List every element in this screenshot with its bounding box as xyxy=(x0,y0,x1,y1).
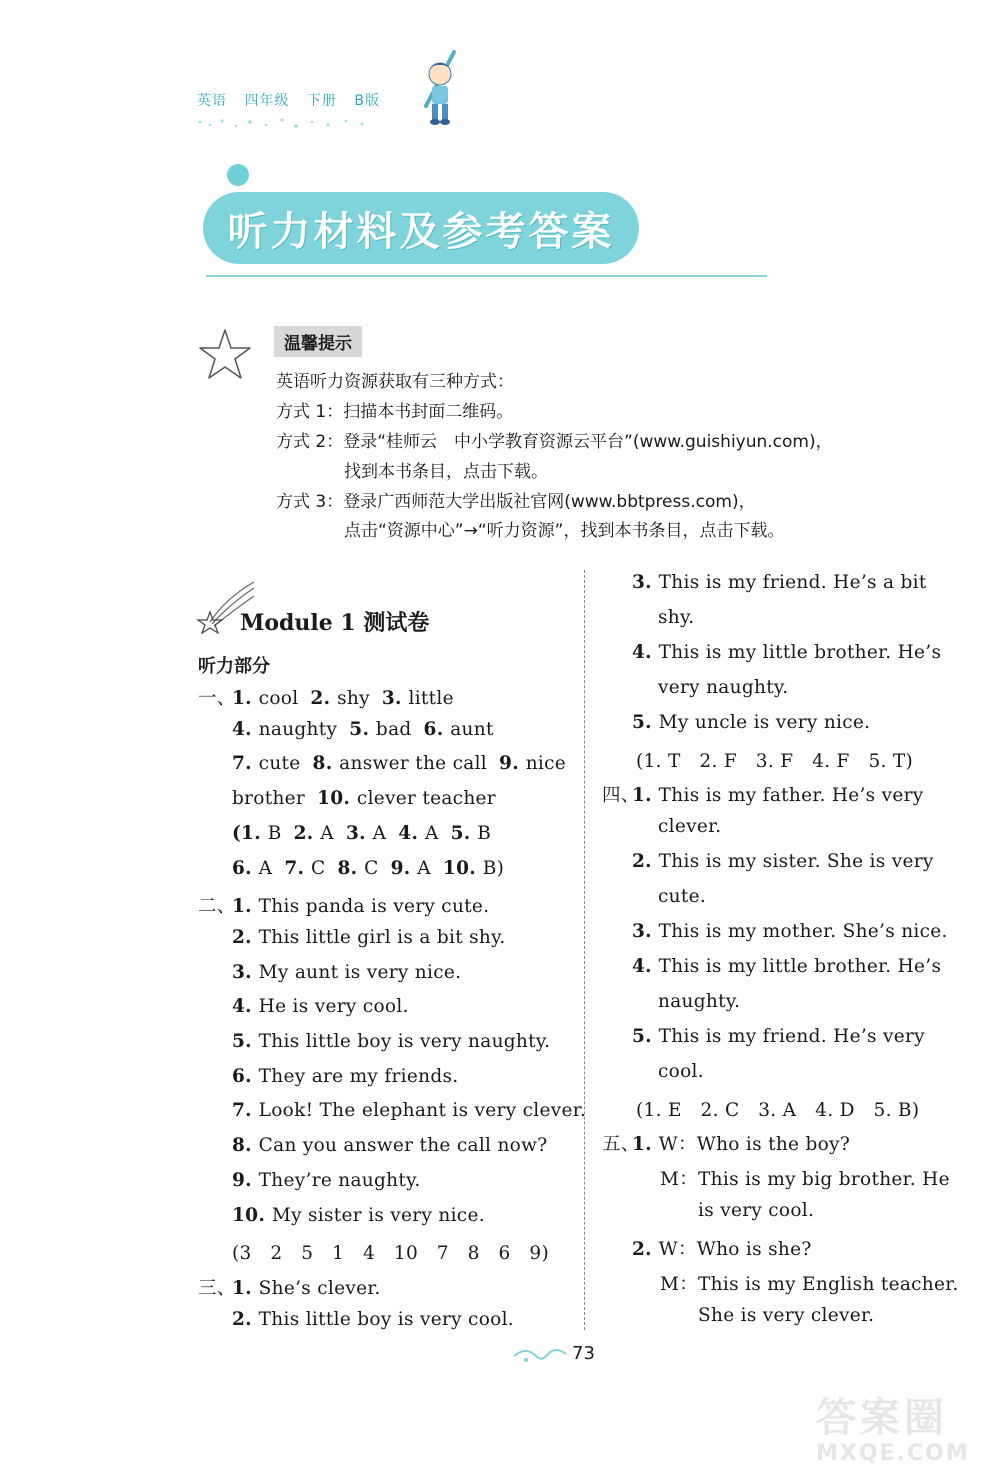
answer-line xyxy=(658,677,788,698)
header-dots-decoration xyxy=(196,116,376,130)
item-text: (1. E 2. C 3. A 4. D 5. B) xyxy=(636,1099,920,1121)
star-outline-icon xyxy=(196,326,254,384)
answer-line xyxy=(698,1305,874,1326)
item-text: This is my little brother. He’s xyxy=(658,955,942,977)
answer-line xyxy=(232,1239,549,1265)
watermark xyxy=(816,1395,1000,1474)
item-text: A xyxy=(424,822,439,844)
item-text: is very cool. xyxy=(698,1200,815,1222)
answer-line xyxy=(232,1170,421,1191)
header-edition: B版 xyxy=(354,93,380,109)
item-number: 5. xyxy=(632,1025,659,1047)
item-text: B xyxy=(477,822,492,844)
item-number: 4. xyxy=(398,822,425,844)
item-number: 5. xyxy=(232,1031,259,1052)
item-number: 9. xyxy=(390,857,418,879)
question-prefix: 五、 xyxy=(602,1134,640,1156)
item-number: 3. xyxy=(232,961,259,983)
answer-line xyxy=(232,1309,514,1330)
answer-line xyxy=(232,1205,485,1226)
answer-line xyxy=(658,1061,704,1082)
item-text: This is my mother. She’s nice. xyxy=(658,921,948,942)
answer-line xyxy=(658,816,721,837)
answer-line xyxy=(232,1135,547,1156)
module-title: Module 1 测试卷 xyxy=(240,610,430,636)
answer-line xyxy=(232,1031,550,1052)
item-number: 2. xyxy=(232,926,259,948)
answer-line xyxy=(232,719,494,740)
answer-line xyxy=(698,1200,814,1221)
question-prefix: 四、 xyxy=(602,785,640,807)
item-text: This is my friend. He’s very xyxy=(658,1025,925,1047)
item-text: clever teacher xyxy=(356,788,496,810)
item-text: My sister is very nice. xyxy=(271,1204,485,1226)
item-text: answer the call xyxy=(339,753,488,775)
tip-line: 方式 2：登录“桂师云 中小学教育资源云平台”(www.guishiyun.com)， xyxy=(276,432,833,452)
question-prefix: 一、 xyxy=(198,688,236,709)
item-number: 10. xyxy=(442,857,483,879)
item-number: 1. xyxy=(632,785,659,807)
answer-line xyxy=(232,927,506,948)
item-text: naughty. xyxy=(658,990,741,1012)
item-text: A xyxy=(417,857,431,879)
item-text: shy xyxy=(337,688,370,709)
item-text: (3 2 5 1 4 10 7 8 6 9) xyxy=(232,1243,550,1265)
item-text: M：This is my English teacher. xyxy=(660,1274,959,1295)
item-number: 8. xyxy=(312,753,340,775)
tip-label: 温馨提示 xyxy=(274,326,362,357)
item-text: cute. xyxy=(658,886,707,908)
item-text: W：Who is the boy? xyxy=(658,1134,851,1156)
title-rule xyxy=(206,275,767,277)
item-number: 1. xyxy=(232,688,259,709)
item-text: (1. T 2. F 3. F 4. F 5. T) xyxy=(636,750,914,772)
answer-line xyxy=(632,572,927,593)
answer-line xyxy=(602,1130,850,1156)
item-text: brother xyxy=(232,788,306,810)
section-label: 听力部分 xyxy=(198,656,270,677)
item-number: 2. xyxy=(632,1239,659,1261)
item-text: This is my little brother. He’s xyxy=(658,641,942,663)
item-text: C xyxy=(310,857,326,879)
tip-line: 点击“资源中心”→“听力资源”，找到本书条目，点击下载。 xyxy=(276,521,785,541)
item-text: This little boy is very cool. xyxy=(258,1308,514,1330)
item-number: (1. xyxy=(232,822,268,844)
item-text: A xyxy=(372,822,387,844)
item-text: B xyxy=(267,822,282,844)
item-number: 7. xyxy=(232,1100,259,1122)
title-dot-decoration xyxy=(227,164,249,186)
item-number: 8. xyxy=(232,1135,259,1157)
tip-line: 方式 3：登录广西师范大学出版社官网(www.bbtpress.com)， xyxy=(276,492,756,512)
item-text: cool. xyxy=(658,1060,704,1082)
answer-line xyxy=(632,921,948,942)
answer-line xyxy=(198,892,489,918)
item-number: 2. xyxy=(293,822,321,844)
answer-line xyxy=(232,753,566,774)
item-text: M：This is my big brother. He xyxy=(660,1169,950,1191)
item-text: He is very cool. xyxy=(258,996,409,1018)
item-text: W：Who is she? xyxy=(658,1239,812,1261)
item-number: 4. xyxy=(632,955,659,977)
answer-line xyxy=(632,642,941,663)
answer-line xyxy=(658,886,706,907)
title-banner xyxy=(203,192,639,264)
answer-line xyxy=(660,1270,959,1296)
item-text: She is very clever. xyxy=(698,1304,875,1326)
item-number: 6. xyxy=(423,718,451,740)
item-number: 5. xyxy=(632,711,659,733)
answer-line xyxy=(232,1100,586,1121)
item-text: This is my friend. He’s a bit xyxy=(658,572,927,593)
item-number: 10. xyxy=(232,1204,272,1226)
item-text: My uncle is very nice. xyxy=(658,711,871,733)
item-number: 4. xyxy=(232,718,259,740)
item-text: shy. xyxy=(658,606,695,628)
page-title: 听力材料及参考答案 xyxy=(227,207,615,255)
item-text: cool xyxy=(258,688,299,709)
item-number: 6. xyxy=(232,1065,259,1087)
page-number: 73 xyxy=(572,1343,595,1364)
swirl-ornament-icon xyxy=(512,1344,568,1366)
item-number: 8. xyxy=(337,857,365,879)
header-subject: 英语 xyxy=(197,93,227,109)
tip-line: 方式 1：扫描本书封面二维码。 xyxy=(276,402,514,422)
item-text: aunt xyxy=(450,718,494,740)
item-text: A xyxy=(320,822,334,844)
item-text: B) xyxy=(482,857,505,879)
boy-with-pencil-icon xyxy=(410,48,470,128)
header-grade: 四年级 xyxy=(244,93,290,109)
item-number: 9. xyxy=(232,1169,259,1191)
item-number: 3. xyxy=(381,688,409,709)
answer-line xyxy=(198,1274,381,1300)
answer-line xyxy=(632,956,941,977)
item-number: 10. xyxy=(317,788,357,810)
item-text: This little girl is a bit shy. xyxy=(258,926,506,948)
item-number: 2. xyxy=(632,851,659,873)
item-text: Look! The elephant is very clever. xyxy=(258,1100,587,1122)
item-number: 1. xyxy=(232,896,259,918)
item-number: 2. xyxy=(232,1308,259,1330)
item-text: little xyxy=(408,688,454,709)
answer-line xyxy=(232,823,491,844)
tip-line: 英语听力资源获取有三种方式： xyxy=(276,372,514,392)
answer-line xyxy=(232,962,461,983)
answer-line xyxy=(636,1096,919,1122)
answer-line xyxy=(232,788,496,809)
item-number: 3. xyxy=(632,572,659,593)
answer-line xyxy=(632,712,870,733)
item-number: 5. xyxy=(349,718,376,740)
item-text: bad xyxy=(375,718,412,740)
item-number: 4. xyxy=(632,641,659,663)
item-text: This little boy is very naughty. xyxy=(258,1031,551,1052)
item-text: Can you answer the call now? xyxy=(258,1135,548,1157)
answer-line xyxy=(232,1066,458,1087)
answer-line xyxy=(658,607,694,628)
answer-line xyxy=(636,747,913,773)
answer-line xyxy=(660,1165,950,1191)
item-text: This is my father. He’s very xyxy=(658,785,924,807)
item-number: 6. xyxy=(232,857,259,879)
item-text: A xyxy=(258,857,273,879)
item-number: 2. xyxy=(310,688,338,709)
item-text: very naughty. xyxy=(658,676,789,698)
item-number: 4. xyxy=(232,996,259,1018)
watermark-bottom: MXQE.COM xyxy=(816,1441,970,1466)
item-number: 5. xyxy=(450,822,478,844)
answer-line xyxy=(632,1026,925,1047)
tip-line: 找到本书条目，点击下载。 xyxy=(276,462,548,482)
answer-line xyxy=(632,851,934,872)
item-text: They’re naughty. xyxy=(258,1169,421,1191)
item-text: naughty xyxy=(258,718,338,740)
item-number: 3. xyxy=(632,921,659,942)
column-divider xyxy=(584,570,585,1330)
item-number: 1. xyxy=(632,1134,659,1156)
item-number: 7. xyxy=(232,753,259,775)
item-text: She’s clever. xyxy=(258,1277,381,1299)
answer-line xyxy=(602,781,924,807)
answer-line xyxy=(632,1235,812,1261)
item-number: 9. xyxy=(499,753,526,775)
answer-line xyxy=(658,991,740,1012)
item-text: My aunt is very nice. xyxy=(258,961,462,983)
answer-line xyxy=(232,996,409,1017)
item-text: cute xyxy=(258,753,301,775)
item-text: This panda is very cute. xyxy=(258,896,490,918)
item-number: 7. xyxy=(284,857,311,879)
item-number: 1. xyxy=(232,1277,259,1299)
answer-line xyxy=(232,858,504,879)
item-text: This is my sister. She is very xyxy=(658,851,934,873)
watermark-top: 答案圈 xyxy=(816,1395,948,1441)
question-prefix: 三、 xyxy=(198,1277,236,1299)
header-volume: 下册 xyxy=(306,93,337,109)
item-text: They are my friends. xyxy=(258,1065,459,1087)
answer-line xyxy=(198,684,454,710)
item-text: C xyxy=(364,857,379,879)
item-text: nice xyxy=(525,753,567,775)
running-header xyxy=(197,90,392,110)
item-text: clever. xyxy=(658,816,722,838)
item-number: 3. xyxy=(345,822,373,844)
question-prefix: 二、 xyxy=(198,896,236,918)
